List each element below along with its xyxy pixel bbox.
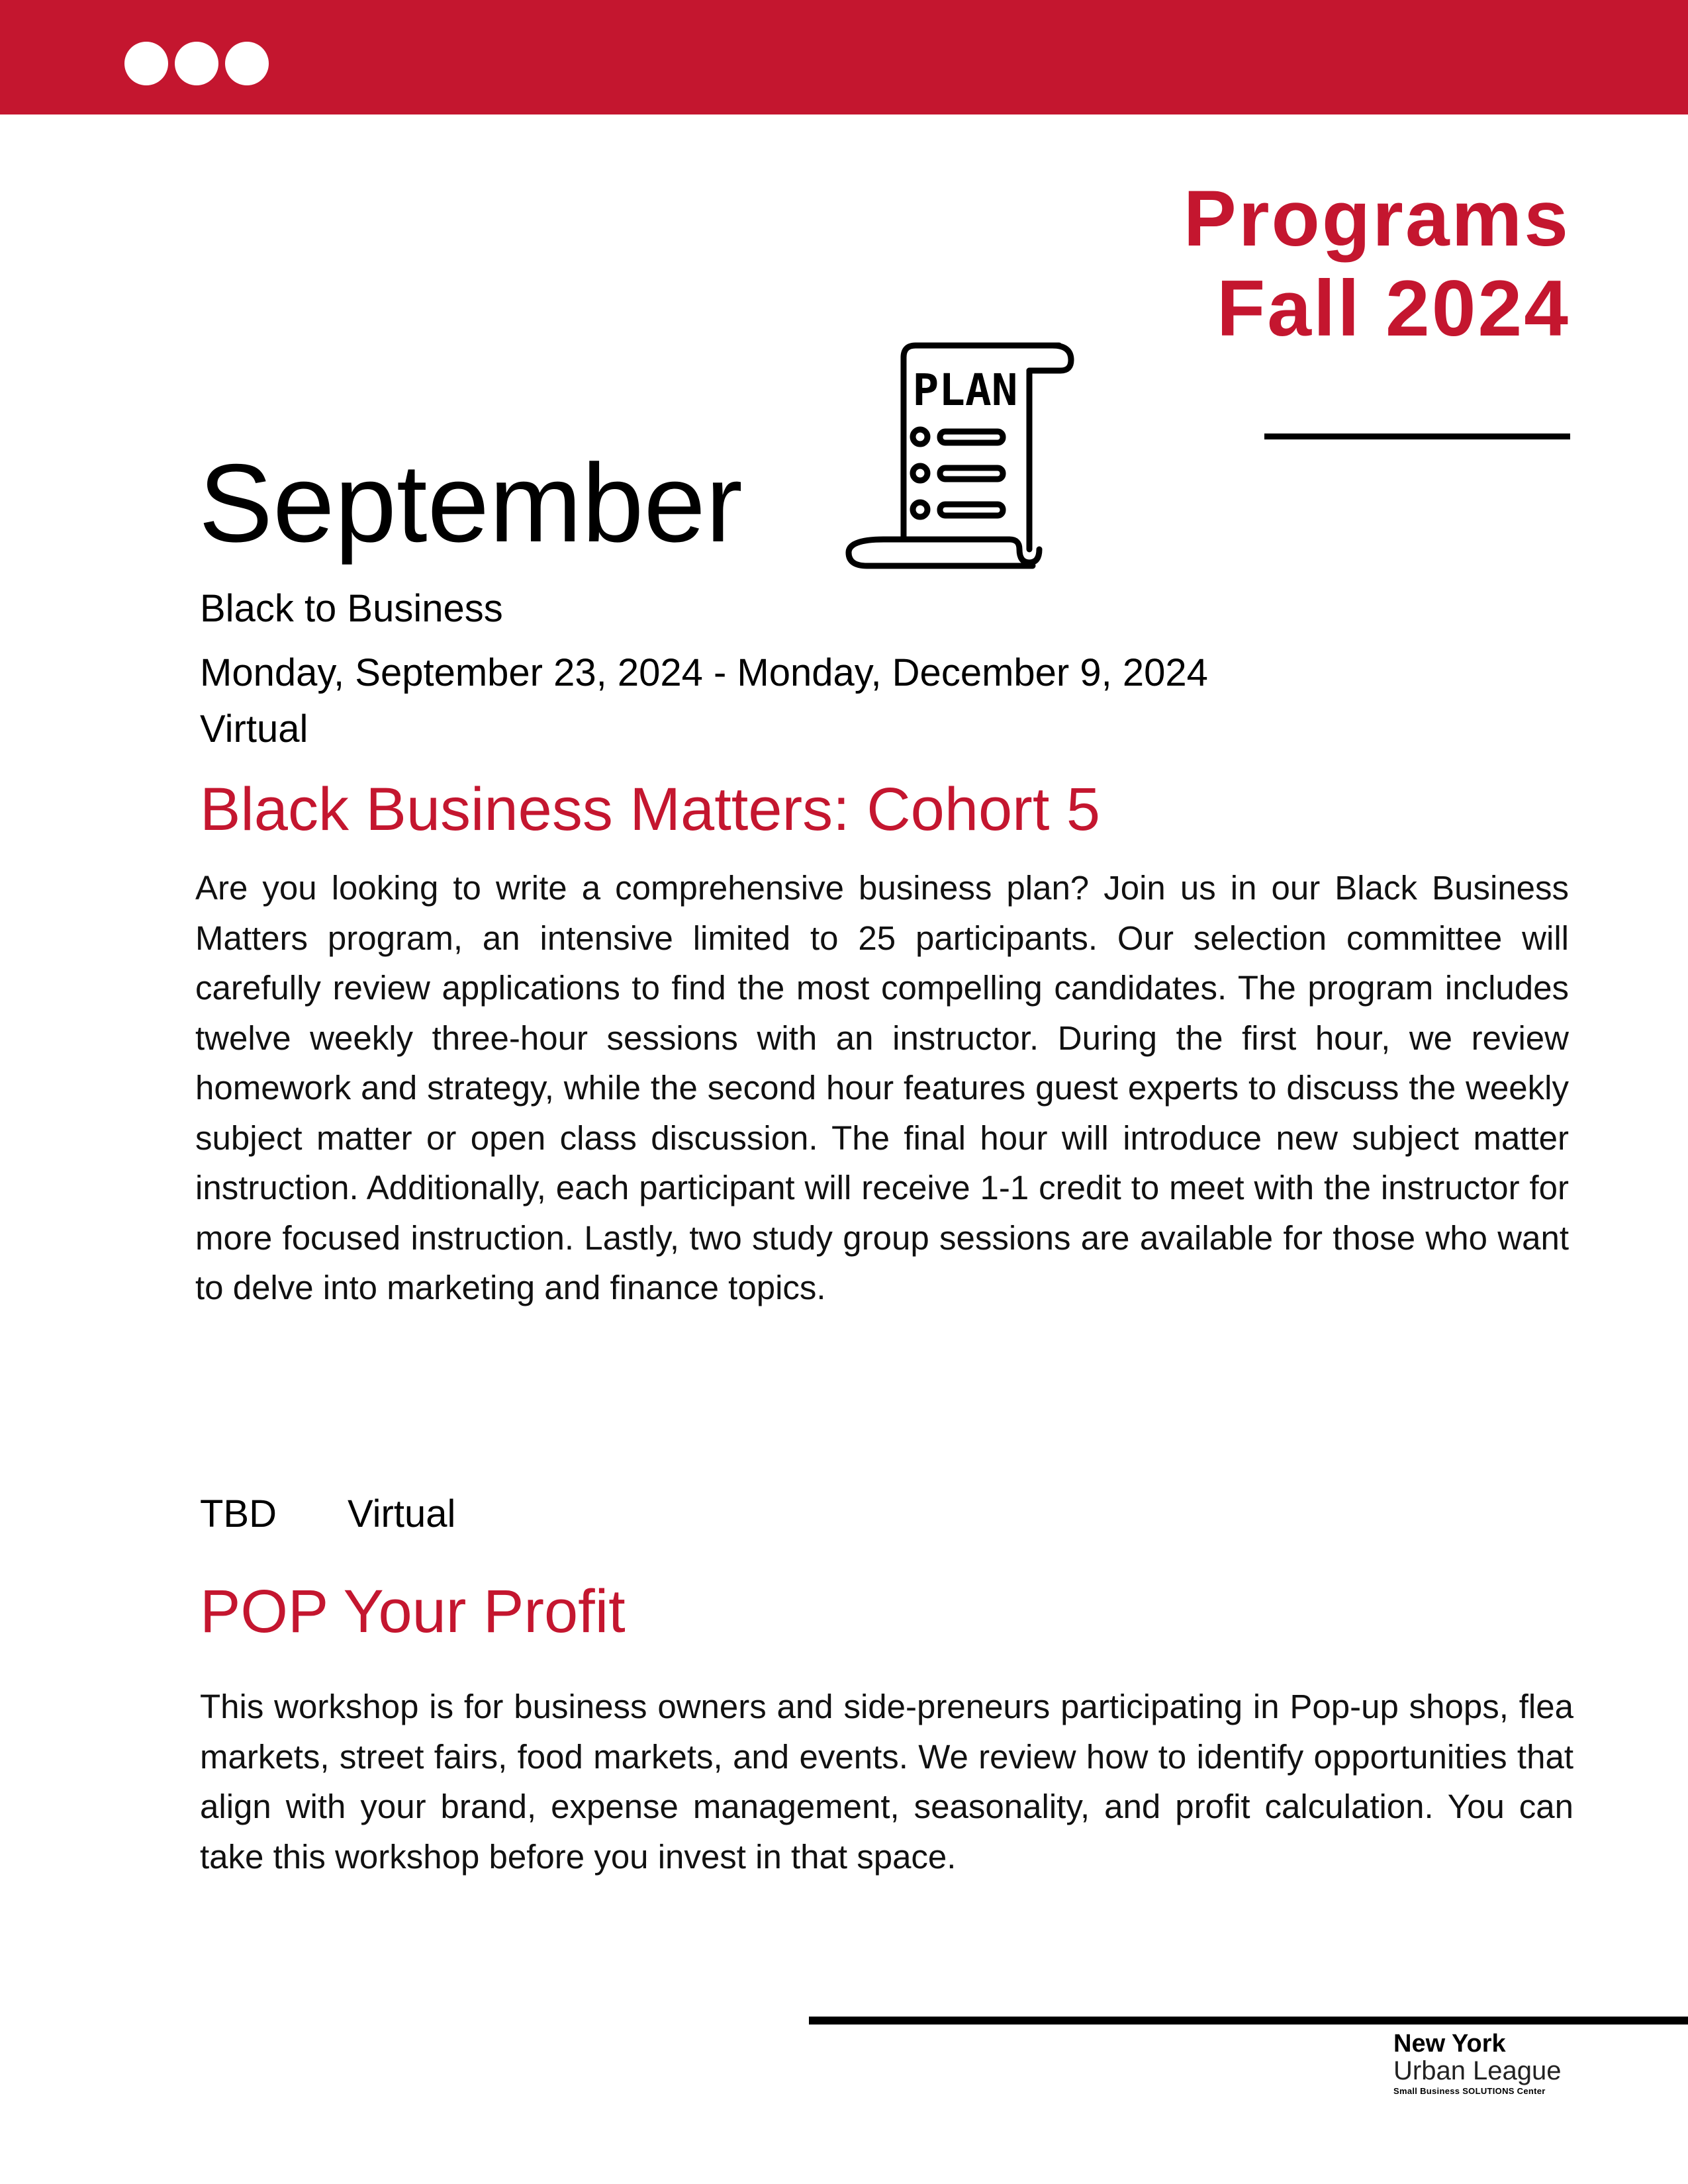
page-title-line1: Programs — [1183, 174, 1570, 263]
dot-icon — [124, 42, 168, 85]
top-banner — [0, 0, 1688, 114]
event-description: This workshop is for business owners and side-preneurs participating in Pop-up shops, flea markets, street fairs, food markets, and events. We review how to identify opportunities that align with your brand, expense management, seasonality, and profit calculation. You can take this workshop before you invest in that space. — [200, 1688, 1573, 1876]
event-dates: Monday, September 23, 2024 - Monday, December 9, 2024 — [200, 651, 1208, 694]
page-title — [1184, 173, 1570, 353]
event-location: Virtual — [200, 707, 308, 751]
plan-label: PLAN — [912, 365, 1018, 416]
plan-scroll-icon — [841, 338, 1079, 576]
logo-line1: New York — [1393, 2030, 1506, 2058]
organization-logo — [1393, 2030, 1592, 2098]
event-description: Are you looking to write a comprehensive business plan? Join us in our Black Business Matters program, an intensive limited to 25 participants. Our selection committee will carefully review applications to find the most compelling candidates. The program includes twelve weekly three-hour sessions with an instructor. During the first hour, we review homework and strategy, while the second hour features guest experts to discuss the weekly subject matter or open class discussion. The final hour will introduce new subject matter instruction. Additionally, each participant will receive 1-1 credit to meet with the instructor for more focused instruction. Lastly, two study group sessions are available for those who want to delve into marketing and finance topics. — [195, 869, 1569, 1306]
logo-line3: Small Business SOLUTIONS Center — [1393, 2086, 1546, 2096]
dot-icon — [175, 42, 218, 85]
footer-divider — [809, 2017, 1688, 2025]
month-heading: September — [199, 441, 743, 565]
event-title: Black Business Matters: Cohort 5 — [200, 776, 1101, 843]
event-title: POP Your Profit — [200, 1578, 626, 1645]
event-dates: TBD — [200, 1492, 277, 1535]
dot-icon — [225, 42, 269, 85]
event-location: Virtual — [348, 1492, 456, 1535]
title-divider — [1264, 433, 1570, 439]
event-series: Black to Business — [200, 587, 503, 630]
logo-line2: Urban League — [1393, 2056, 1562, 2085]
page-title-line2: Fall 2024 — [1216, 264, 1570, 353]
